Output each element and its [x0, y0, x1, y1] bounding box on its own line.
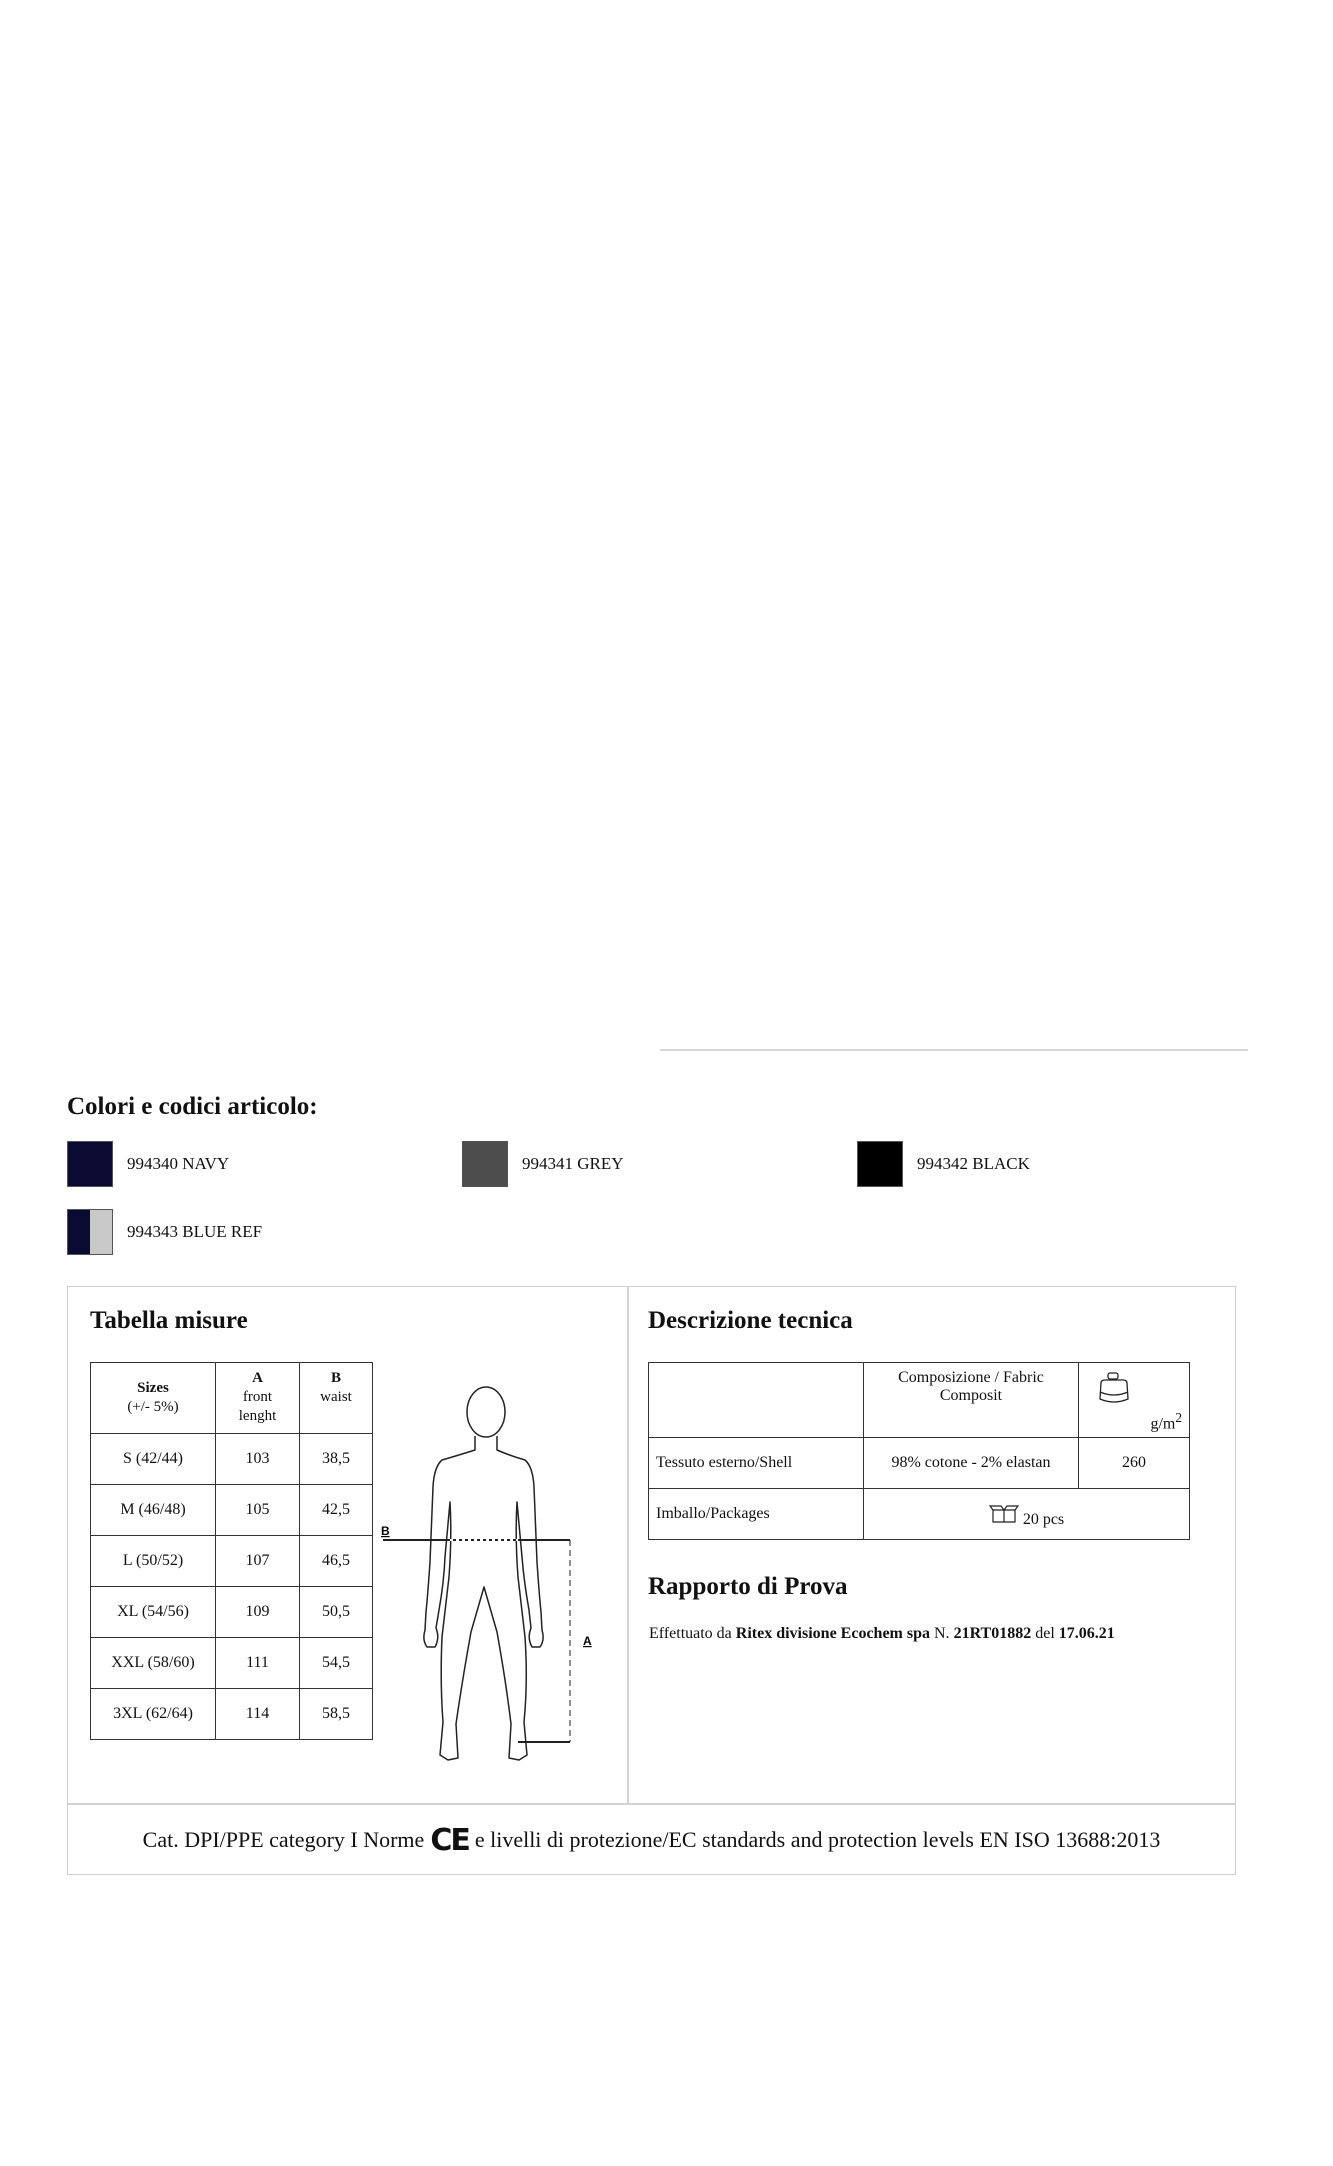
- report-text: [649, 1625, 1115, 1643]
- a-cell: 109: [216, 1587, 300, 1638]
- b-cell: 50,5: [300, 1587, 373, 1638]
- report-prefix: Effettuato da: [649, 1625, 736, 1642]
- shell-label: Tessuto esterno/Shell: [649, 1438, 864, 1489]
- separator-line: [660, 1049, 1248, 1051]
- header-sizes-label: Sizes: [137, 1380, 169, 1396]
- report-del-label: del: [1031, 1625, 1059, 1642]
- header-sizes: [91, 1363, 216, 1434]
- body-outline: [424, 1387, 543, 1760]
- weight-unit: g/m: [1150, 1415, 1176, 1432]
- header-b: [300, 1363, 373, 1434]
- table-header-row: [91, 1363, 373, 1434]
- report-n-label: N.: [930, 1625, 954, 1642]
- color-swatch-blue-ref: [67, 1209, 113, 1255]
- footer-standards: [67, 1805, 1236, 1875]
- a-cell: 105: [216, 1485, 300, 1536]
- color-label: 994341 GREY: [522, 1154, 624, 1173]
- color-item-navy: [67, 1139, 229, 1189]
- size-cell: 3XL (62/64): [91, 1689, 216, 1740]
- tech-table: [648, 1362, 1190, 1540]
- header-a: [216, 1363, 300, 1434]
- shell-composition: 98% cotone - 2% elastan: [864, 1438, 1079, 1489]
- table-row: [91, 1587, 373, 1638]
- panel-divider: [627, 1286, 629, 1805]
- shell-weight: 260: [1079, 1438, 1190, 1489]
- header-tolerance: (+/- 5%): [127, 1399, 179, 1415]
- color-item-blue-ref: [67, 1207, 262, 1257]
- tech-header-empty: [649, 1363, 864, 1438]
- weight-header: [1079, 1363, 1190, 1438]
- report-number: 21RT01882: [953, 1625, 1032, 1642]
- packages-label: Imballo/Packages: [649, 1489, 864, 1540]
- packages-cell: [864, 1489, 1190, 1540]
- tech-title: Descrizione tecnica: [648, 1307, 853, 1334]
- b-cell: 58,5: [300, 1689, 373, 1740]
- size-cell: L (50/52): [91, 1536, 216, 1587]
- a-cell: 103: [216, 1434, 300, 1485]
- report-title: Rapporto di Prova: [648, 1573, 848, 1600]
- a-cell: 107: [216, 1536, 300, 1587]
- tech-header-row: [649, 1363, 1190, 1438]
- report-date: 17.06.21: [1058, 1625, 1115, 1642]
- size-table-title: Tabella misure: [90, 1307, 248, 1334]
- color-label: 994340 NAVY: [127, 1154, 230, 1173]
- b-cell: 42,5: [300, 1485, 373, 1536]
- color-label: 994343 BLUE REF: [127, 1222, 263, 1241]
- color-swatch-navy: [67, 1141, 113, 1187]
- table-row: [649, 1489, 1190, 1540]
- a-cell: 111: [216, 1638, 300, 1689]
- ce-mark-icon: CE: [430, 1822, 469, 1858]
- size-cell: XL (54/56): [91, 1587, 216, 1638]
- table-row: [649, 1438, 1190, 1489]
- table-row: [91, 1485, 373, 1536]
- header-b-letter: B: [330, 1370, 341, 1386]
- header-a-desc: front: [242, 1389, 273, 1405]
- size-cell: XXL (58/60): [91, 1638, 216, 1689]
- color-swatch-black: [857, 1141, 903, 1187]
- b-cell: 46,5: [300, 1536, 373, 1587]
- size-cell: S (42/44): [91, 1434, 216, 1485]
- footer-suffix: e livelli di protezione/EC standards and protection levels EN ISO 13688:2013: [474, 1827, 1161, 1852]
- label-a: A: [583, 1634, 592, 1648]
- table-row: [91, 1434, 373, 1485]
- header-b-desc: waist: [320, 1389, 352, 1405]
- package-box-icon: [989, 1504, 1019, 1524]
- color-label: 994342 BLACK: [917, 1154, 1030, 1173]
- b-cell: 38,5: [300, 1434, 373, 1485]
- report-lab: Ritex divisione Ecochem spa: [735, 1625, 930, 1642]
- packages-value: 20 pcs: [1022, 1510, 1065, 1528]
- table-row: [91, 1689, 373, 1740]
- header-a-letter: A: [252, 1370, 263, 1386]
- size-cell: M (46/48): [91, 1485, 216, 1536]
- header-a-desc: lenght: [238, 1408, 277, 1424]
- size-table: [90, 1362, 373, 1740]
- body-measurement-figure: [378, 1372, 608, 1772]
- colors-title: Colori e codici articolo:: [67, 1093, 318, 1120]
- label-b: B: [381, 1524, 390, 1538]
- footer-prefix: Cat. DPI/PPE category I Norme: [142, 1827, 425, 1852]
- composition-header: Composizione / Fabric Composit: [864, 1363, 1079, 1438]
- color-item-grey: [462, 1139, 624, 1189]
- a-cell: 114: [216, 1689, 300, 1740]
- b-cell: 54,5: [300, 1638, 373, 1689]
- color-swatch-grey: [462, 1141, 508, 1187]
- color-item-black: [857, 1139, 1030, 1189]
- table-row: [91, 1638, 373, 1689]
- table-row: [91, 1536, 373, 1587]
- weight-unit-sup: 2: [1175, 1409, 1182, 1425]
- weight-icon: [1097, 1371, 1131, 1407]
